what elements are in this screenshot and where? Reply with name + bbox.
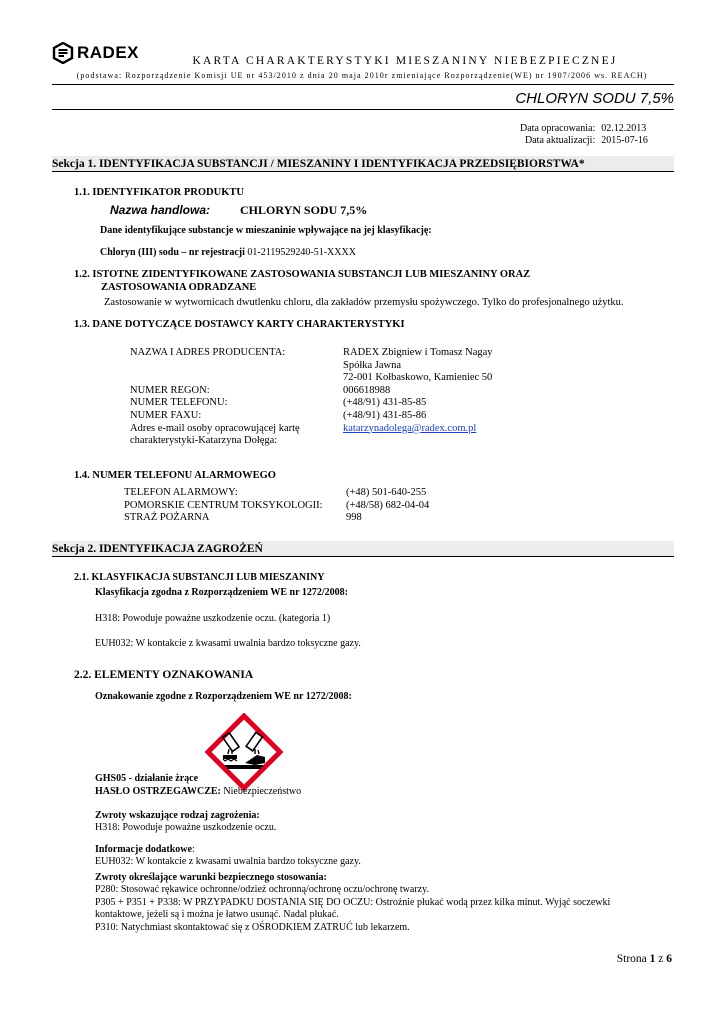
fax-value: (+48/91) 431-85-86 xyxy=(343,409,427,421)
total-pages: 6 xyxy=(666,953,672,965)
trade-name-label: Nazwa handlowa: xyxy=(110,203,211,217)
signal-word-value: Niebezpieczeństwo xyxy=(220,786,302,797)
current-page: 1 xyxy=(649,953,656,965)
section-1-1-heading: 1.1. IDENTYFIKATOR PRODUKTU xyxy=(74,187,244,198)
classification-h318: H318: Powoduje poważne uszkodzenie oczu. (kategoria 1) xyxy=(95,613,331,624)
toxicology-label: POMORSKIE CENTRUM TOKSYKOLOGII: xyxy=(124,499,323,511)
toxicology-value: (+48/58) 682-04-04 xyxy=(346,499,430,511)
section-2-2-subheading: Oznakowanie zgodne z Rozporządzeniem WE nr 1272/2008: xyxy=(95,691,352,702)
section-1-4-heading: 1.4. NUMER TELEFONU ALARMOWEGO xyxy=(74,470,276,481)
fax-label: NUMER FAXU: xyxy=(130,409,202,421)
substance-reg-number: 01-2119529240-51-XXXX xyxy=(244,247,356,258)
document-dates xyxy=(520,123,648,147)
hazard-statements-heading: Zwroty wskazujące rodzaj zagrożenia: xyxy=(95,810,260,821)
regon-value: 006618988 xyxy=(343,384,391,396)
document-title: KARTA CHARAKTERYSTYKI MIESZANINY NIEBEZPIECZNEJ xyxy=(192,55,618,67)
precaution-p310: P310: Natychmiast skontaktować się z OŚRODKIEM ZATRUĆ lub lekarzem. xyxy=(95,922,410,933)
radex-logo-icon xyxy=(52,42,74,64)
identifying-data-label: Dane identyfikujące substancje w mieszaninie wpływające na jej klasyfikację: xyxy=(100,225,432,236)
signal-word-line xyxy=(95,786,301,797)
section-2-1-subheading: Klasyfikacja zgodna z Rozporządzeniem WE nr 1272/2008: xyxy=(95,587,348,598)
precaution-p280: P280: Stosować rękawice ochronne/odzież ochronną/ochronę oczu/ochronę twarzy. xyxy=(95,884,429,895)
producer-line2: Spółka Jawna xyxy=(343,359,402,371)
product-divider xyxy=(52,109,674,110)
section-1-2-usage-text: Zastosowanie w wytwornicach dwutlenku chloru, dla zakładów przemysłu spożywczego. Tylko do profesjonalnego użytku. xyxy=(104,297,624,308)
additional-info-heading: Informacje dodatkowe: xyxy=(95,844,195,855)
precaution-p305-line1: P305 + P351 + P338: W PRZYPADKU DOSTANIA SIĘ DO OCZU: Ostrożnie płukać wodą przez kilka minut. Wyjąć soczewki xyxy=(95,897,611,908)
producer-label: NAZWA I ADRES PRODUCENTA: xyxy=(130,347,286,358)
ghs05-corrosion-icon xyxy=(205,713,283,791)
ghs-label: GHS05 - działanie żrące xyxy=(95,773,199,784)
page-number: Strona 1 z 6 xyxy=(616,953,672,965)
date-updated-value: 2015-07-16 xyxy=(601,135,648,146)
logo-text: RADEX xyxy=(77,43,140,62)
section-1-heading: Sekcja 1. IDENTYFIKACJA SUBSTANCJI / MIESZANINY I IDENTYFIKACJA PRZEDSIĘBIORSTWA* xyxy=(52,156,674,172)
additional-info-euh032: EUH032: W kontakcie z kwasami uwalnia bardzo toksyczne gazy. xyxy=(95,856,361,867)
date-prepared-label: Data opracowania: xyxy=(520,123,596,134)
fire-brigade-label: STRAŻ POŻARNA xyxy=(124,512,210,524)
product-name-header: CHLORYN SODU 7,5% xyxy=(515,90,674,107)
supplier-details xyxy=(130,347,493,448)
emergency-contacts xyxy=(124,487,429,525)
producer-line3: 72-001 Kołbaskowo, Kamieniec 50 xyxy=(343,372,493,384)
trade-name-value: CHLORYN SODU 7,5% xyxy=(240,203,368,217)
precautionary-heading: Zwroty określające warunki bezpiecznego stosowania: xyxy=(95,872,327,883)
section-1-3-heading: 1.3. DANE DOTYCZĄCE DOSTAWCY KARTY CHARAKTERYSTYKI xyxy=(74,319,405,330)
precaution-p305-line2: kontaktowe, jeżeli są i można je łatwo usunąć. Nadal płukać. xyxy=(95,909,339,920)
fire-brigade-value: 998 xyxy=(346,512,362,524)
email-link[interactable]: katarzynadolega@radex.com.pl xyxy=(343,422,477,434)
section-1-2-heading-line2: ZASTOSOWANIA ODRADZANE xyxy=(101,282,257,293)
producer-line1: RADEX Zbigniew i Tomasz Nagay xyxy=(343,347,493,358)
company-logo xyxy=(52,42,139,64)
date-prepared-value: 02.12.2013 xyxy=(601,123,647,134)
phone-label: NUMER TELEFONU: xyxy=(130,397,228,409)
section-2-2-heading: 2.2. ELEMENTY OZNAKOWANIA xyxy=(74,669,254,681)
substance-registration xyxy=(100,247,356,258)
alarm-phone-label: TELEFON ALARMOWY: xyxy=(124,487,238,498)
section-1-2-heading-line1: 1.2. ISTOTNE ZIDENTYFIKOWANE ZASTOSOWANIA SUBSTANCJI LUB MIESZANINY ORAZ xyxy=(74,269,531,280)
phone-value: (+48/91) 431-85-85 xyxy=(343,397,427,409)
alarm-phone-value: (+48) 501-640-255 xyxy=(346,487,427,498)
signal-word-label: HASŁO OSTRZEGAWCZE: xyxy=(95,786,221,797)
substance-label: Chloryn (III) sodu – nr rejestracji xyxy=(100,247,245,258)
email-label-line1: Adres e-mail osoby opracowującej kartę xyxy=(130,422,300,434)
header-divider xyxy=(52,84,674,85)
email-label-line2: charakterystyki-Katarzyna Dołęga: xyxy=(130,435,278,447)
section-2-1-heading: 2.1. KLASYFIKACJA SUBSTANCJI LUB MIESZANINY xyxy=(74,572,325,583)
date-updated-label: Data aktualizacji: xyxy=(525,135,596,146)
classification-euh032: EUH032: W kontakcie z kwasami uwalnia bardzo toksyczne gazy. xyxy=(95,638,361,649)
section-2-heading: Sekcja 2. IDENTYFIKACJA ZAGROŻEŃ xyxy=(52,541,674,557)
regon-label: NUMER REGON: xyxy=(130,384,210,396)
hazard-statement-h318: H318: Powoduje poważne uszkodzenie oczu. xyxy=(95,822,277,833)
document-legal-basis: (podstawa: Rozporządzenie Komisji UE nr 453/2010 z dnia 20 maja 2010r zmieniające Rozporządzenie(WE) nr 1907/2006 ws. REACH) xyxy=(76,71,648,80)
